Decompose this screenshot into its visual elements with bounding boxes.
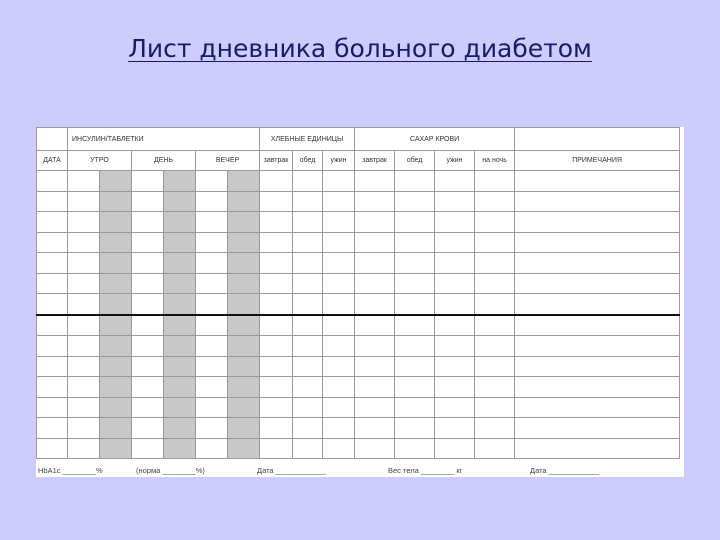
table-cell [228, 171, 260, 192]
table-cell [228, 212, 260, 233]
table-cell [515, 232, 680, 253]
table-row [37, 232, 680, 253]
table-cell [435, 336, 475, 357]
header-row-groups [37, 128, 680, 151]
table-cell [293, 294, 323, 315]
table-cell [164, 232, 196, 253]
table-cell [37, 438, 68, 459]
table-cell [435, 253, 475, 274]
table-cell [395, 212, 435, 233]
footer-norm: (норма ________%) [136, 466, 205, 475]
table-cell [164, 315, 196, 336]
table-cell [435, 397, 475, 418]
table-cell [355, 336, 395, 357]
table-row [37, 418, 680, 439]
diary-table [36, 127, 680, 459]
table-cell [435, 315, 475, 336]
table-cell [228, 336, 260, 357]
col-morning: УТРО [68, 151, 132, 171]
table-cell [515, 294, 680, 315]
table-cell [260, 315, 293, 336]
table-cell [323, 315, 355, 336]
table-cell [100, 232, 132, 253]
table-row [37, 397, 680, 418]
table-cell [293, 336, 323, 357]
diary-sheet [36, 127, 684, 477]
table-cell [228, 397, 260, 418]
table-cell [515, 377, 680, 398]
table-cell [475, 397, 515, 418]
table-cell [196, 356, 228, 377]
table-cell [164, 356, 196, 377]
footer-date-2: Дата ____________ [530, 466, 599, 475]
table-cell [515, 356, 680, 377]
table-cell [228, 232, 260, 253]
table-cell [355, 418, 395, 439]
table-cell [435, 191, 475, 212]
col-bs-night: на ночь [475, 151, 515, 171]
table-cell [395, 232, 435, 253]
col-bu-breakfast: завтрак [260, 151, 293, 171]
col-bu-dinner: ужин [323, 151, 355, 171]
table-cell [164, 212, 196, 233]
header-blank [37, 128, 68, 151]
table-cell [132, 356, 164, 377]
table-cell [293, 377, 323, 398]
table-cell [323, 273, 355, 294]
table-cell [132, 418, 164, 439]
table-cell [435, 171, 475, 192]
table-cell [37, 171, 68, 192]
table-cell [196, 253, 228, 274]
table-cell [475, 212, 515, 233]
table-cell [228, 191, 260, 212]
table-cell [293, 171, 323, 192]
table-cell [68, 418, 100, 439]
table-cell [260, 438, 293, 459]
table-cell [355, 273, 395, 294]
table-cell [293, 397, 323, 418]
table-cell [228, 356, 260, 377]
table-cell [515, 397, 680, 418]
table-cell [355, 377, 395, 398]
table-cell [37, 315, 68, 336]
table-cell [355, 253, 395, 274]
table-cell [68, 191, 100, 212]
table-cell [395, 377, 435, 398]
table-cell [164, 191, 196, 212]
page-title: Лист дневника больного диабетом [128, 34, 592, 63]
table-cell [68, 232, 100, 253]
table-cell [475, 232, 515, 253]
table-cell [395, 438, 435, 459]
table-cell [228, 294, 260, 315]
table-cell [196, 191, 228, 212]
table-cell [260, 273, 293, 294]
col-bs-breakfast: завтрак [355, 151, 395, 171]
table-cell [475, 315, 515, 336]
table-cell [68, 438, 100, 459]
table-cell [164, 253, 196, 274]
table-cell [132, 232, 164, 253]
table-cell [37, 377, 68, 398]
table-cell [100, 212, 132, 233]
table-cell [164, 273, 196, 294]
table-cell [435, 377, 475, 398]
table-cell [164, 294, 196, 315]
table-row [37, 356, 680, 377]
table-cell [37, 336, 68, 357]
table-cell [475, 356, 515, 377]
col-notes: ПРИМЕЧАНИЯ [515, 151, 680, 171]
table-cell [164, 438, 196, 459]
table-cell [475, 273, 515, 294]
table-cell [260, 253, 293, 274]
table-cell [293, 273, 323, 294]
table-cell [260, 377, 293, 398]
footer-hba1c: HbA1c ________% [38, 466, 103, 475]
table-cell [395, 356, 435, 377]
table-cell [68, 171, 100, 192]
table-cell [132, 336, 164, 357]
table-cell [132, 397, 164, 418]
table-cell [68, 336, 100, 357]
table-cell [323, 356, 355, 377]
table-row [37, 191, 680, 212]
table-cell [435, 294, 475, 315]
table-cell [132, 253, 164, 274]
table-cell [260, 171, 293, 192]
table-cell [355, 397, 395, 418]
table-cell [100, 273, 132, 294]
table-cell [196, 418, 228, 439]
table-cell [100, 253, 132, 274]
table-cell [475, 438, 515, 459]
table-cell [37, 418, 68, 439]
table-cell [395, 294, 435, 315]
table-cell [515, 212, 680, 233]
table-cell [132, 212, 164, 233]
table-cell [260, 336, 293, 357]
table-cell [475, 253, 515, 274]
table-cell [100, 191, 132, 212]
table-cell [323, 253, 355, 274]
table-row [37, 315, 680, 336]
table-cell [196, 212, 228, 233]
table-cell [395, 273, 435, 294]
table-cell [132, 315, 164, 336]
table-cell [68, 315, 100, 336]
table-cell [355, 212, 395, 233]
table-cell [100, 171, 132, 192]
table-cell [355, 171, 395, 192]
table-cell [475, 377, 515, 398]
table-cell [355, 232, 395, 253]
table-cell [68, 273, 100, 294]
table-cell [68, 212, 100, 233]
diary-footer [36, 463, 684, 477]
table-cell [132, 191, 164, 212]
table-cell [37, 356, 68, 377]
group-bread-units: ХЛЕБНЫЕ ЕДИНИЦЫ [260, 128, 355, 151]
col-bs-lunch: обед [395, 151, 435, 171]
table-cell [37, 232, 68, 253]
col-bs-dinner: ужин [435, 151, 475, 171]
table-cell [228, 315, 260, 336]
table-cell [355, 191, 395, 212]
group-insulin: ИНСУЛИН/ТАБЛЕТКИ [68, 128, 260, 151]
table-cell [323, 418, 355, 439]
table-cell [228, 253, 260, 274]
table-cell [68, 377, 100, 398]
table-cell [228, 377, 260, 398]
table-cell [435, 232, 475, 253]
table-cell [323, 377, 355, 398]
table-cell [475, 191, 515, 212]
table-cell [435, 273, 475, 294]
table-cell [395, 171, 435, 192]
table-cell [196, 171, 228, 192]
group-blood-sugar: САХАР КРОВИ [355, 128, 515, 151]
col-bu-lunch: обед [293, 151, 323, 171]
footer-weight: Вес тела ________ кг [388, 466, 463, 475]
table-row [37, 171, 680, 192]
table-cell [395, 336, 435, 357]
table-cell [37, 294, 68, 315]
table-cell [196, 232, 228, 253]
table-cell [475, 294, 515, 315]
table-cell [293, 356, 323, 377]
table-cell [515, 273, 680, 294]
table-cell [515, 171, 680, 192]
col-day: ДЕНЬ [132, 151, 196, 171]
table-cell [196, 294, 228, 315]
table-row [37, 294, 680, 315]
table-cell [196, 315, 228, 336]
table-cell [293, 438, 323, 459]
table-cell [515, 438, 680, 459]
table-cell [260, 212, 293, 233]
table-cell [260, 356, 293, 377]
table-row [37, 336, 680, 357]
table-cell [435, 356, 475, 377]
table-cell [293, 315, 323, 336]
table-cell [132, 377, 164, 398]
table-cell [515, 336, 680, 357]
table-cell [196, 397, 228, 418]
table-cell [37, 253, 68, 274]
table-cell [196, 273, 228, 294]
table-cell [515, 315, 680, 336]
table-cell [37, 273, 68, 294]
table-cell [100, 294, 132, 315]
table-cell [395, 253, 435, 274]
table-cell [293, 232, 323, 253]
table-cell [100, 356, 132, 377]
table-cell [355, 356, 395, 377]
table-cell [293, 253, 323, 274]
table-cell [228, 438, 260, 459]
table-cell [260, 232, 293, 253]
table-cell [260, 418, 293, 439]
table-cell [293, 418, 323, 439]
table-cell [196, 377, 228, 398]
table-cell [100, 397, 132, 418]
table-cell [293, 191, 323, 212]
table-cell [355, 294, 395, 315]
table-cell [164, 397, 196, 418]
table-cell [37, 191, 68, 212]
table-cell [68, 356, 100, 377]
table-cell [260, 191, 293, 212]
table-cell [164, 171, 196, 192]
table-cell [435, 418, 475, 439]
table-cell [196, 336, 228, 357]
table-cell [100, 377, 132, 398]
table-cell [260, 397, 293, 418]
table-row [37, 273, 680, 294]
header-row-columns [37, 151, 680, 171]
table-cell [164, 336, 196, 357]
table-cell [395, 397, 435, 418]
table-cell [323, 438, 355, 459]
table-cell [323, 294, 355, 315]
table-cell [68, 294, 100, 315]
table-cell [323, 397, 355, 418]
table-cell [132, 171, 164, 192]
table-cell [132, 294, 164, 315]
table-cell [100, 336, 132, 357]
footer-date-1: Дата ____________ [257, 466, 326, 475]
table-cell [515, 418, 680, 439]
col-evening: ВЕЧЕР [196, 151, 260, 171]
table-cell [355, 315, 395, 336]
table-row [37, 377, 680, 398]
table-cell [475, 171, 515, 192]
table-cell [132, 438, 164, 459]
table-row [37, 438, 680, 459]
table-cell [164, 418, 196, 439]
table-cell [435, 438, 475, 459]
table-cell [355, 438, 395, 459]
table-cell [435, 212, 475, 233]
header-blank-notes [515, 128, 680, 151]
table-cell [100, 418, 132, 439]
table-cell [68, 397, 100, 418]
table-cell [228, 418, 260, 439]
table-cell [68, 253, 100, 274]
table-cell [164, 377, 196, 398]
table-cell [515, 191, 680, 212]
table-cell [100, 438, 132, 459]
table-cell [37, 397, 68, 418]
table-cell [323, 191, 355, 212]
table-cell [293, 212, 323, 233]
table-cell [475, 418, 515, 439]
table-cell [260, 294, 293, 315]
col-date: ДАТА [37, 151, 68, 171]
table-cell [323, 212, 355, 233]
table-cell [323, 336, 355, 357]
table-cell [395, 418, 435, 439]
table-cell [323, 232, 355, 253]
table-cell [100, 315, 132, 336]
table-cell [475, 336, 515, 357]
table-row [37, 212, 680, 233]
table-cell [395, 315, 435, 336]
table-cell [515, 253, 680, 274]
table-cell [323, 171, 355, 192]
table-row [37, 253, 680, 274]
table-cell [196, 438, 228, 459]
table-cell [132, 273, 164, 294]
table-cell [37, 212, 68, 233]
table-cell [395, 191, 435, 212]
table-cell [228, 273, 260, 294]
